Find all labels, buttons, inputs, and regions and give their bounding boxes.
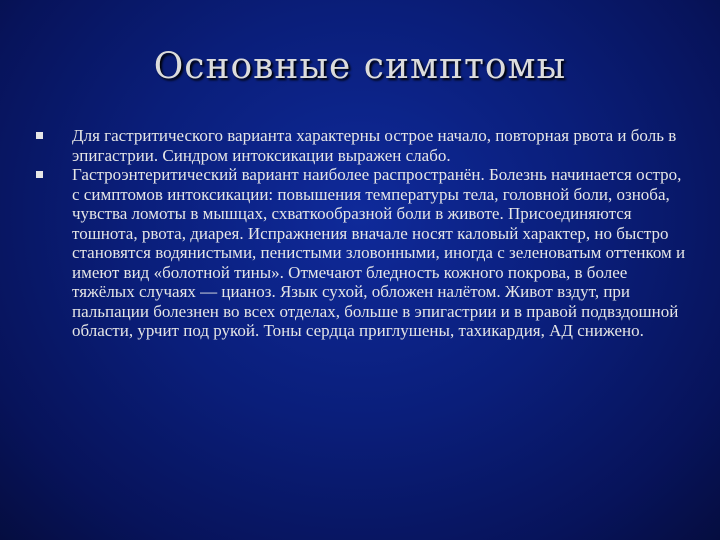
bullet-text: Для гастритического варианта характерны острое начало, повторная рвота и боль в эпигастрии. Синдром интоксикации выражен слабо.	[72, 126, 677, 165]
slide-title: Основные симптомы	[153, 46, 567, 87]
square-bullet-icon	[36, 171, 43, 178]
bullet-text: Гастроэнтеритический вариант наиболее распространён. Болезнь начинается остро, с симптомов интоксикации: повышения температуры тела, головной боли, озноба, чувства ломоты в мышцах, схваткообразной боли в животе. Присоединяются тошнота, рвота, диарея. Испражнения вначале носят каловый характер, но быстро становятся водянистыми, пенистыми зловонными, иногда с зеленоватым оттенком и имеют вид «болотной тины». Отмечают бледность кожного покрова, в более тяжёлых случаях — цианоз. Язык сухой, обложен налётом. Живот вздут, при пальпации болезнен во всех отделах, больше в эпигастрии и в правой подвздошной области, урчит под рукой. Тоны сердца приглушены, тахикардия, АД снижено.	[72, 165, 686, 340]
bullet-item-gastritic	[36, 126, 690, 165]
bullet-item-gastroenteritic	[36, 165, 690, 341]
square-bullet-icon	[36, 132, 43, 139]
bullet-list	[36, 126, 690, 341]
